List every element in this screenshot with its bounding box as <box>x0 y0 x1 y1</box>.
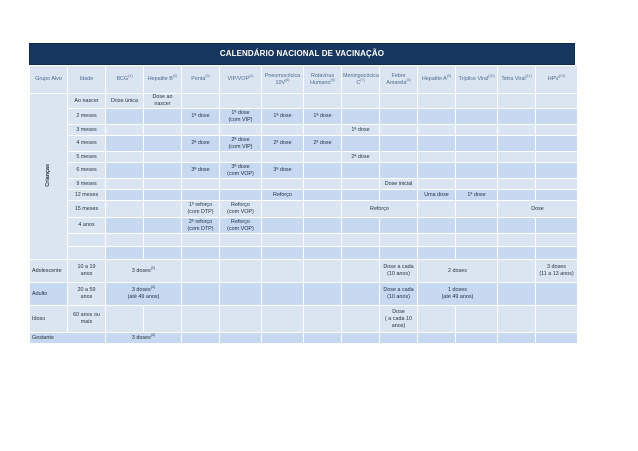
column-header: Tetra Viral$^{(11)}$ <box>498 66 536 94</box>
cell-triplice: 1ª dose <box>456 190 498 201</box>
table-title: CALENDÁRIO NACIONAL DE VACINAÇÃO <box>29 43 575 65</box>
column-header: Hepatite $B^{(2)}$ <box>144 66 182 94</box>
column-header: Meningocócica $C^{(7)}$ <box>342 66 380 94</box>
cell-penta: 2ª dose <box>182 136 220 152</box>
cell-vip: 2ª dose (com VIP) <box>220 136 262 152</box>
cell-vip: 1ª dose (com VIP) <box>220 109 262 125</box>
table-row <box>30 152 578 163</box>
table-row <box>30 94 578 109</box>
cell-triplice: 2 doses <box>418 260 498 283</box>
table-row <box>30 179 578 190</box>
column-header: Grupo Alvo <box>30 66 68 94</box>
column-header: VIP/VOP$^{(4)}$ <box>220 66 262 94</box>
table-row <box>30 283 578 306</box>
cell-hepb: 3 doses$^{(2)}$ <box>106 333 182 344</box>
table-row <box>30 163 578 179</box>
age-cell: 2 meses <box>68 109 106 125</box>
age-cell: 6 meses <box>68 163 106 179</box>
cell-penta: 3ª dose <box>182 163 220 179</box>
cell-rota: 1ª dose <box>304 109 342 125</box>
column-header: Penta$^{(3)}$ <box>182 66 220 94</box>
cell-penta: 1º reforço (com DTP) <box>182 201 220 218</box>
age-cell: 4 meses <box>68 136 106 152</box>
group-criancas: Crianças <box>30 94 68 260</box>
column-header: Rotavírus Humano$^{(6)}$ <box>304 66 342 94</box>
cell-meningo: 2ª dose <box>342 152 380 163</box>
cell-bcg: Dose única <box>106 94 144 109</box>
table-row <box>30 190 578 201</box>
age-cell: 5 meses <box>68 152 106 163</box>
cell-penta: 2º reforço (com DTP) <box>182 218 220 234</box>
cell-hepa: Uma dose <box>418 190 456 201</box>
table-row <box>30 234 578 247</box>
age-cell: 12 meses <box>68 190 106 201</box>
cell-hepb: Dose ao nascer <box>144 94 182 109</box>
cell-pneumo: 3ª dose <box>262 163 304 179</box>
cell-meningo: 1ª dose <box>342 125 380 136</box>
cell-hpv: 3 doses (11 a 13 anos) <box>536 260 578 283</box>
column-header: Pneumocócica $10V^{(5)}$ <box>262 66 304 94</box>
table-row <box>30 125 578 136</box>
table-row <box>30 201 578 218</box>
table-row <box>30 333 578 344</box>
cell-vip: Reforço (com VOP) <box>220 201 262 218</box>
age-cell: 4 anos <box>68 218 106 234</box>
cell-rota: 2ª dose <box>304 136 342 152</box>
cell-vip: Reforço (com VOP) <box>220 218 262 234</box>
column-header: BCG$^{(1)}$ <box>106 66 144 94</box>
column-header: HPV$^{(12)}$ <box>536 66 578 94</box>
cell-pneumo: 1ª dose <box>262 109 304 125</box>
cell-febre: Dose inicial <box>380 179 418 190</box>
cell-tetra: Dose <box>498 201 578 218</box>
cell-vip: 3ª dose (com VOP) <box>220 163 262 179</box>
cell-triplice: 1 doses (até 49 anos) <box>418 283 498 306</box>
age-cell: 3 meses <box>68 125 106 136</box>
cell-hepb: 3 doses$^{(2)}$ <box>106 260 182 283</box>
group-idoso: Idoso <box>30 306 68 333</box>
cell-febre: Dose ( a cada 10 anos) <box>380 306 418 333</box>
cell-pneumo: 2ª dose <box>262 136 304 152</box>
vaccination-calendar <box>29 43 575 344</box>
cell-penta: 1ª dose <box>182 109 220 125</box>
age-cell: 15 meses <box>68 201 106 218</box>
group-gestante: Gestante <box>30 333 106 344</box>
age-cell: 60 anos ou mais <box>68 306 106 333</box>
cell-febre: Dose a cada (10 anos) <box>380 283 418 306</box>
table-row <box>30 306 578 333</box>
age-cell: 20 a 59 anos <box>68 283 106 306</box>
vaccination-table <box>29 65 578 344</box>
group-adulto: Adulto <box>30 283 68 306</box>
column-header: Idade <box>68 66 106 94</box>
header-row <box>30 66 578 94</box>
table-row <box>30 247 578 260</box>
table-row <box>30 260 578 283</box>
cell-febre: Dose a cada (10 anos) <box>380 260 418 283</box>
column-header: Tríplice Viral$^{(10)}$ <box>456 66 498 94</box>
cell-pneumo: Reforço <box>262 190 304 201</box>
table-row <box>30 109 578 125</box>
group-adolescente: Adolescente <box>30 260 68 283</box>
age-cell: 9 meses <box>68 179 106 190</box>
age-cell: 10 a 19 anos <box>68 260 106 283</box>
table-row <box>30 136 578 152</box>
cell-meningo: Reforço <box>342 201 418 218</box>
age-cell: Ao nascer <box>68 94 106 109</box>
column-header: Febre Amarela$^{(8)}$ <box>380 66 418 94</box>
column-header: Hepatite $A^{(9)}$ <box>418 66 456 94</box>
table-row <box>30 218 578 234</box>
cell-hepb: 3 doses$^{(2)}$ (até 49 anos) <box>106 283 182 306</box>
